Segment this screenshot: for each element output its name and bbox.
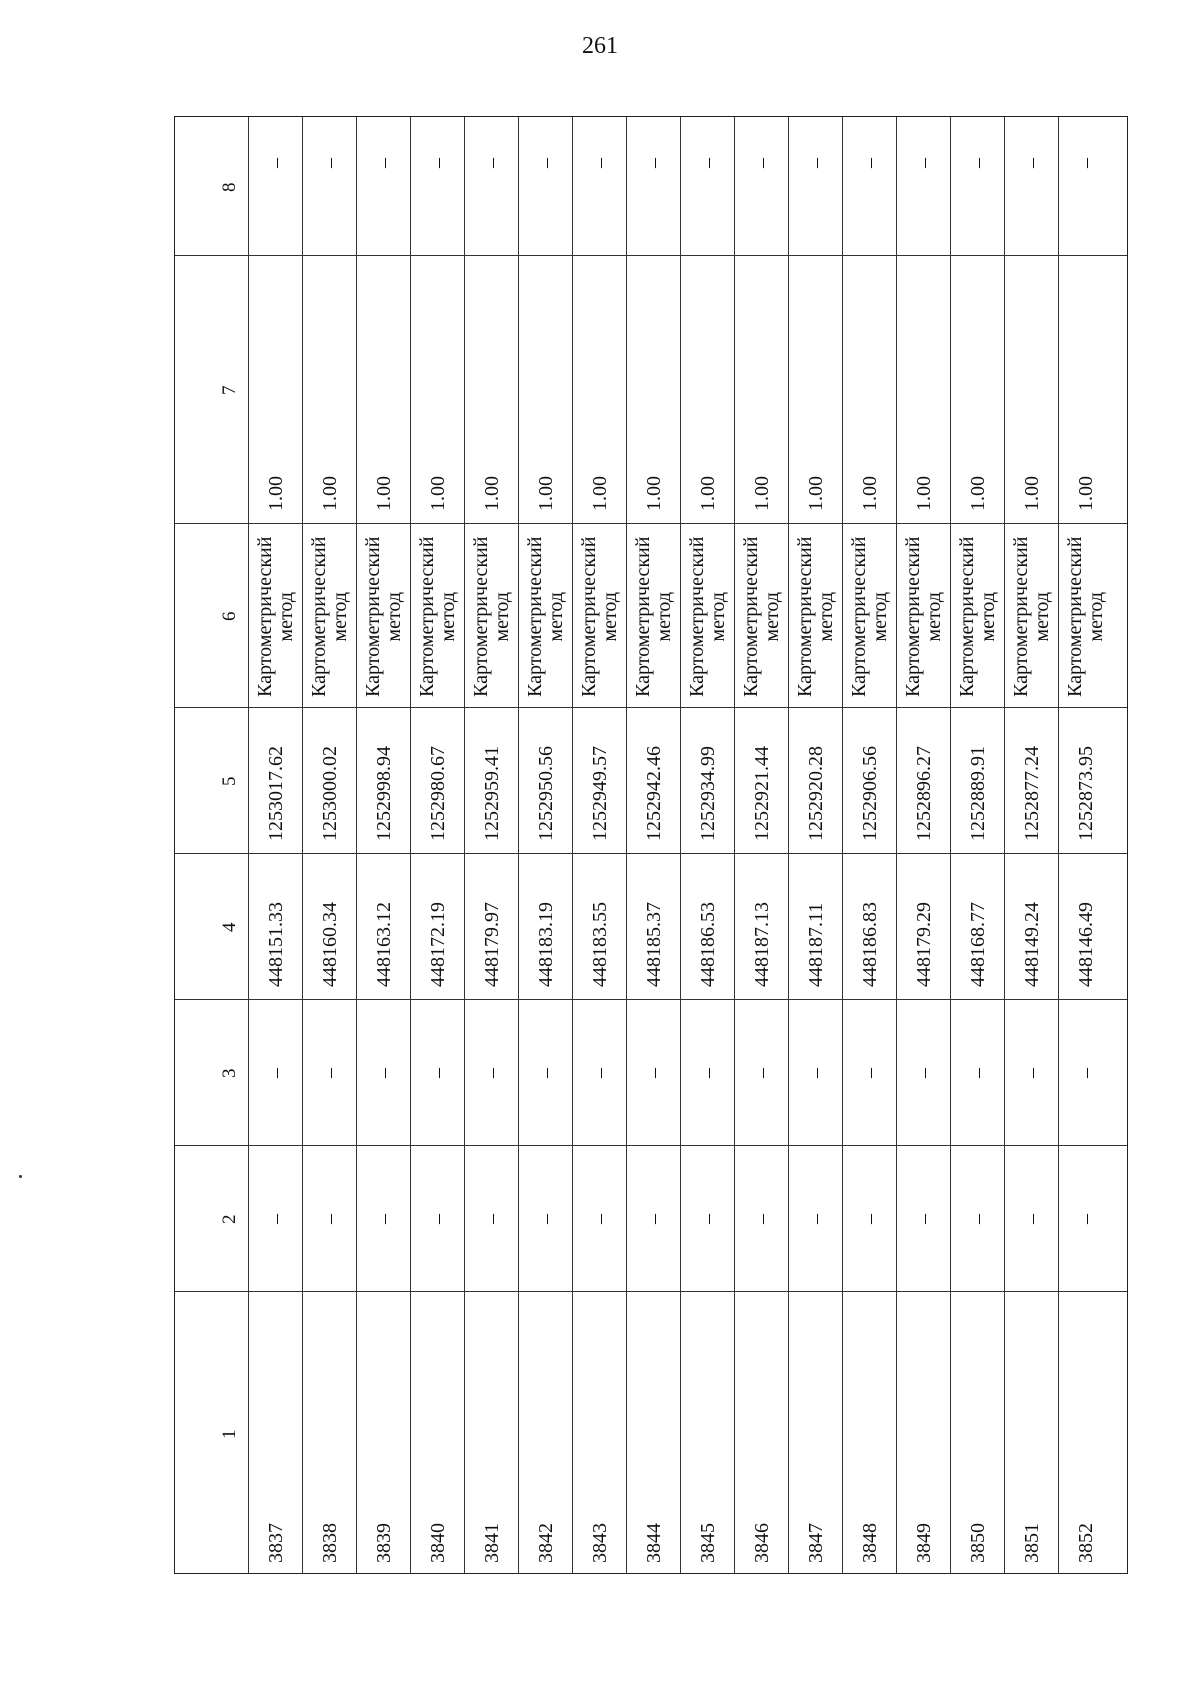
empty-cell: – [265, 1214, 287, 1224]
table-row [519, 117, 573, 1573]
empty-cell: – [805, 158, 827, 168]
empty-cell: – [805, 1068, 827, 1078]
column-header-1: 1 [219, 1429, 240, 1439]
point-number: 3845 [697, 1523, 719, 1563]
column-divider [175, 853, 1127, 854]
method-line-1: Картометрический [362, 536, 384, 697]
empty-cell: – [1021, 1214, 1043, 1224]
empty-cell: – [319, 158, 341, 168]
method-cell [795, 537, 837, 697]
empty-cell: – [427, 158, 449, 168]
method-cell [687, 537, 729, 697]
empty-cell: – [913, 1068, 935, 1078]
point-number: 3839 [373, 1523, 395, 1563]
point-number: 3849 [913, 1523, 935, 1563]
method-line-1: Картометрический [308, 536, 330, 697]
empty-cell: – [967, 158, 989, 168]
method-line-2: метод [275, 591, 297, 642]
point-number: 3841 [481, 1523, 503, 1563]
table-row [681, 117, 735, 1573]
column-header-8: 8 [219, 182, 240, 192]
empty-cell: – [265, 1068, 287, 1078]
method-cell [579, 537, 621, 697]
accuracy-value: 1.00 [859, 476, 881, 511]
coordinate-x: 448168.77 [967, 902, 989, 987]
point-number: 3844 [643, 1523, 665, 1563]
method-cell [849, 537, 891, 697]
method-cell [417, 537, 459, 697]
accuracy-value: 1.00 [1021, 476, 1043, 511]
empty-cell: – [1021, 158, 1043, 168]
method-cell [363, 537, 405, 697]
method-line-1: Картометрический [956, 536, 978, 697]
coordinate-x: 448149.24 [1021, 902, 1043, 987]
empty-cell: – [1075, 1068, 1097, 1078]
method-line-2: метод [923, 591, 945, 642]
accuracy-value: 1.00 [535, 476, 557, 511]
scan-speck [19, 1175, 22, 1178]
coordinate-y: 1252959.41 [481, 746, 503, 841]
point-number: 3847 [805, 1523, 827, 1563]
table-row [1005, 117, 1059, 1573]
method-cell [1011, 537, 1053, 697]
empty-cell: – [751, 1068, 773, 1078]
empty-cell: – [1075, 1214, 1097, 1224]
column-header-5: 5 [219, 776, 240, 786]
column-divider [175, 523, 1127, 524]
method-line-1: Картометрический [524, 536, 546, 697]
column-header-2: 2 [219, 1214, 240, 1224]
point-number: 3851 [1021, 1523, 1043, 1563]
method-line-2: метод [599, 591, 621, 642]
method-line-2: метод [545, 591, 567, 642]
empty-cell: – [535, 158, 557, 168]
empty-cell: – [535, 1214, 557, 1224]
accuracy-value: 1.00 [265, 476, 287, 511]
accuracy-value: 1.00 [481, 476, 503, 511]
empty-cell: – [481, 158, 503, 168]
coordinate-y: 1252949.57 [589, 746, 611, 841]
method-line-2: метод [329, 591, 351, 642]
method-line-2: метод [815, 591, 837, 642]
method-line-1: Картометрический [416, 536, 438, 697]
method-line-2: метод [761, 591, 783, 642]
method-line-2: метод [1031, 591, 1053, 642]
method-line-2: метод [491, 591, 513, 642]
empty-cell: – [1075, 158, 1097, 168]
empty-cell: – [751, 158, 773, 168]
empty-cell: – [535, 1068, 557, 1078]
accuracy-value: 1.00 [1075, 476, 1097, 511]
method-cell [903, 537, 945, 697]
accuracy-value: 1.00 [589, 476, 611, 511]
coordinate-y: 1252998.94 [373, 746, 395, 841]
method-line-2: метод [707, 591, 729, 642]
empty-cell: – [589, 1068, 611, 1078]
coordinate-y: 1252921.44 [751, 746, 773, 841]
column-divider [175, 1145, 1127, 1146]
empty-cell: – [697, 1214, 719, 1224]
accuracy-value: 1.00 [643, 476, 665, 511]
accuracy-value: 1.00 [427, 476, 449, 511]
empty-cell: – [859, 1214, 881, 1224]
table-row [627, 117, 681, 1573]
coordinate-y: 1252896.27 [913, 746, 935, 841]
coordinate-x: 448179.97 [481, 902, 503, 987]
accuracy-value: 1.00 [319, 476, 341, 511]
method-line-1: Картометрический [848, 536, 870, 697]
empty-cell: – [913, 1214, 935, 1224]
coordinate-x: 448186.53 [697, 902, 719, 987]
empty-cell: – [967, 1068, 989, 1078]
column-divider [175, 255, 1127, 256]
coordinates-table [174, 116, 1128, 1574]
coordinate-x: 448151.33 [265, 902, 287, 987]
point-number: 3837 [265, 1523, 287, 1563]
coordinate-y: 1252950.56 [535, 746, 557, 841]
method-cell [741, 537, 783, 697]
method-line-1: Картометрический [254, 536, 276, 697]
coordinate-y: 1253000.02 [319, 746, 341, 841]
empty-cell: – [643, 158, 665, 168]
column-header-3: 3 [219, 1068, 240, 1078]
coordinate-y: 1252877.24 [1021, 746, 1043, 841]
point-number: 3848 [859, 1523, 881, 1563]
method-line-1: Картометрический [1010, 536, 1032, 697]
empty-cell: – [859, 1068, 881, 1078]
empty-cell: – [913, 158, 935, 168]
coordinate-x: 448185.37 [643, 902, 665, 987]
method-line-2: метод [383, 591, 405, 642]
empty-cell: – [427, 1214, 449, 1224]
accuracy-value: 1.00 [967, 476, 989, 511]
coordinate-y: 1252889.91 [967, 746, 989, 841]
method-cell [309, 537, 351, 697]
empty-cell: – [589, 1214, 611, 1224]
table-row [843, 117, 897, 1573]
method-line-2: метод [869, 591, 891, 642]
coordinate-y: 1252980.67 [427, 746, 449, 841]
accuracy-value: 1.00 [913, 476, 935, 511]
coordinate-y: 1252873.95 [1075, 746, 1097, 841]
point-number: 3846 [751, 1523, 773, 1563]
point-number: 3842 [535, 1523, 557, 1563]
column-divider [175, 999, 1127, 1000]
accuracy-value: 1.00 [373, 476, 395, 511]
method-line-1: Картометрический [686, 536, 708, 697]
coordinate-x: 448187.13 [751, 902, 773, 987]
method-line-2: метод [437, 591, 459, 642]
method-cell [957, 537, 999, 697]
method-line-1: Картометрический [1064, 536, 1086, 697]
empty-cell: – [373, 158, 395, 168]
table-row [411, 117, 465, 1573]
point-number: 3838 [319, 1523, 341, 1563]
coordinate-y: 1252934.99 [697, 746, 719, 841]
empty-cell: – [265, 158, 287, 168]
coordinate-y: 1252920.28 [805, 746, 827, 841]
empty-cell: – [967, 1214, 989, 1224]
table-row [357, 117, 411, 1573]
empty-cell: – [859, 158, 881, 168]
table-row [735, 117, 789, 1573]
table-row [897, 117, 951, 1573]
empty-cell: – [697, 1068, 719, 1078]
method-line-1: Картометрический [794, 536, 816, 697]
empty-cell: – [751, 1214, 773, 1224]
method-cell [525, 537, 567, 697]
column-header-6: 6 [219, 611, 240, 621]
point-number: 3840 [427, 1523, 449, 1563]
table-row [465, 117, 519, 1573]
table-row [573, 117, 627, 1573]
method-line-1: Картометрический [578, 536, 600, 697]
coordinate-y: 1252942.46 [643, 746, 665, 841]
table-row [249, 117, 303, 1573]
page-number: 261 [582, 33, 618, 59]
accuracy-value: 1.00 [805, 476, 827, 511]
empty-cell: – [373, 1068, 395, 1078]
empty-cell: – [589, 158, 611, 168]
method-cell [471, 537, 513, 697]
empty-cell: – [643, 1214, 665, 1224]
coordinate-x: 448163.12 [373, 902, 395, 987]
empty-cell: – [319, 1214, 341, 1224]
column-header-4: 4 [219, 922, 240, 932]
method-line-1: Картометрический [470, 536, 492, 697]
accuracy-value: 1.00 [697, 476, 719, 511]
coordinate-x: 448183.55 [589, 902, 611, 987]
column-header-7: 7 [219, 385, 240, 395]
method-line-1: Картометрический [632, 536, 654, 697]
method-line-1: Картометрический [740, 536, 762, 697]
table-row [789, 117, 843, 1573]
table-row [951, 117, 1005, 1573]
coordinate-x: 448186.83 [859, 902, 881, 987]
empty-cell: – [373, 1214, 395, 1224]
table-row [303, 117, 357, 1573]
empty-cell: – [697, 158, 719, 168]
method-line-2: метод [653, 591, 675, 642]
empty-cell: – [481, 1214, 503, 1224]
empty-cell: – [1021, 1068, 1043, 1078]
coordinate-x: 448183.19 [535, 902, 557, 987]
coordinate-x: 448179.29 [913, 902, 935, 987]
method-cell [633, 537, 675, 697]
column-divider [175, 707, 1127, 708]
empty-cell: – [643, 1068, 665, 1078]
coordinate-y: 1252906.56 [859, 746, 881, 841]
coordinate-x: 448172.19 [427, 902, 449, 987]
coordinate-x: 448146.49 [1075, 902, 1097, 987]
empty-cell: – [805, 1214, 827, 1224]
point-number: 3850 [967, 1523, 989, 1563]
method-line-2: метод [977, 591, 999, 642]
point-number: 3843 [589, 1523, 611, 1563]
coordinate-y: 1253017.62 [265, 746, 287, 841]
method-line-1: Картометрический [902, 536, 924, 697]
empty-cell: – [319, 1068, 341, 1078]
column-divider [175, 1291, 1127, 1292]
table-header-row [175, 117, 249, 1573]
empty-cell: – [481, 1068, 503, 1078]
empty-cell: – [427, 1068, 449, 1078]
method-cell [1065, 537, 1107, 697]
coordinate-x: 448187.11 [805, 902, 827, 987]
method-cell [255, 537, 297, 697]
coordinate-x: 448160.34 [319, 902, 341, 987]
table-row [1059, 117, 1129, 1573]
point-number: 3852 [1075, 1523, 1097, 1563]
accuracy-value: 1.00 [751, 476, 773, 511]
method-line-2: метод [1085, 591, 1107, 642]
